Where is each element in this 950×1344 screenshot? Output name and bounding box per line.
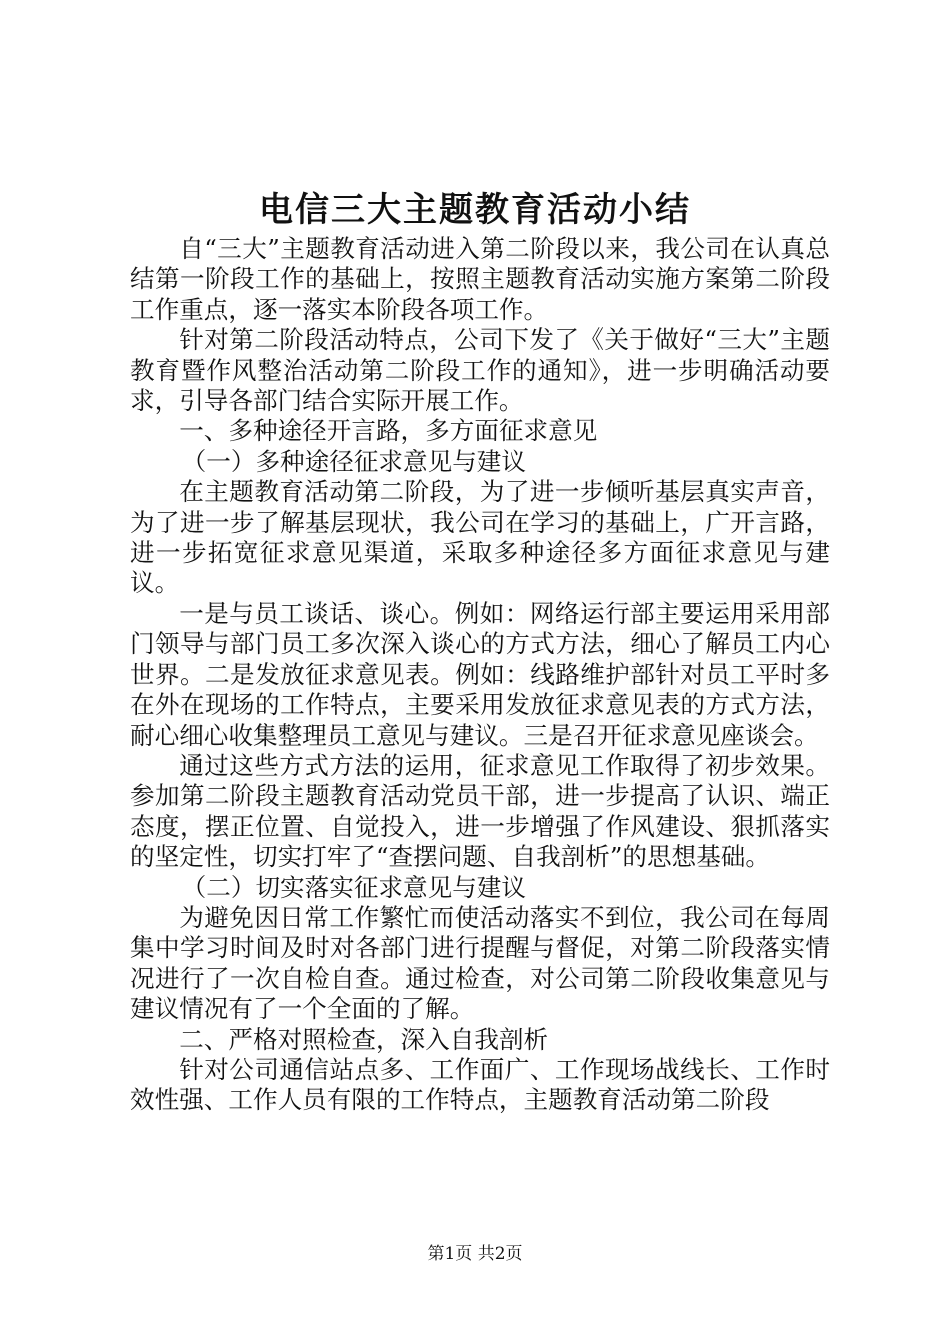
document-title: 电信三大主题教育活动小结	[259, 190, 691, 230]
paragraph: 针对公司通信站点多、工作面广、工作现场战线长、工作时效性强、工作人员有限的工作特点，主题教育活动第二阶段	[130, 1054, 830, 1115]
page-footer: 第1页 共2页	[427, 1244, 523, 1264]
paragraph: 在主题教育活动第二阶段，为了进一步倾听基层真实声音，为了进一步了解基层现状，我公司在学习的基础上，广开言路，进一步拓宽征求意见渠道，采取多种途径多方面征求意见与建议。	[130, 477, 830, 598]
subsection-heading: （一）多种途径征求意见与建议	[181, 446, 526, 476]
paragraph: 通过这些方式方法的运用，征求意见工作取得了初步效果。参加第二阶段主题教育活动党员干部，进一步提高了认识、端正态度，摆正位置、自觉投入，进一步增强了作风建设、狠抓落实的坚定性，切实打牢了“查摆问题、自我剖析”的思想基础。	[130, 750, 830, 872]
paragraph: 针对第二阶段活动特点，公司下发了《关于做好“三大”主题教育暨作风整治活动第二阶段工作的通知》，进一步明确活动要求，引导各部门结合实际开展工作。	[130, 325, 830, 416]
section-heading: 一、多种途径开言路，多方面征求意见	[179, 416, 598, 446]
section-heading: 二、严格对照检查，深入自我剖析	[179, 1024, 549, 1054]
subsection-heading: （二）切实落实征求意见与建议	[181, 872, 526, 902]
paragraph: 为避免因日常工作繁忙而使活动落实不到位，我公司在每周集中学习时间及时对各部门进行提醒与督促，对第二阶段落实情况进行了一次自检自查。通过检查，对公司第二阶段收集意见与建议情况有了一个全面的了解。	[130, 902, 830, 1024]
paragraph: 一是与员工谈话、谈心。例如：网络运行部主要运用采用部门领导与部门员工多次深入谈心的方式方法，细心了解员工内心世界。二是发放征求意见表。例如：线路维护部针对员工平时多在外在现场的工作特点，主要采用发放征求意见表的方式方法，耐心细心收集整理员工意见与建议。三是召开征求意见座谈会。	[130, 598, 830, 750]
paragraph: 自“三大”主题教育活动进入第二阶段以来，我公司在认真总结第一阶段工作的基础上，按照主题教育活动实施方案第二阶段工作重点，逐一落实本阶段各项工作。	[130, 234, 830, 324]
document-body	[130, 234, 830, 1116]
